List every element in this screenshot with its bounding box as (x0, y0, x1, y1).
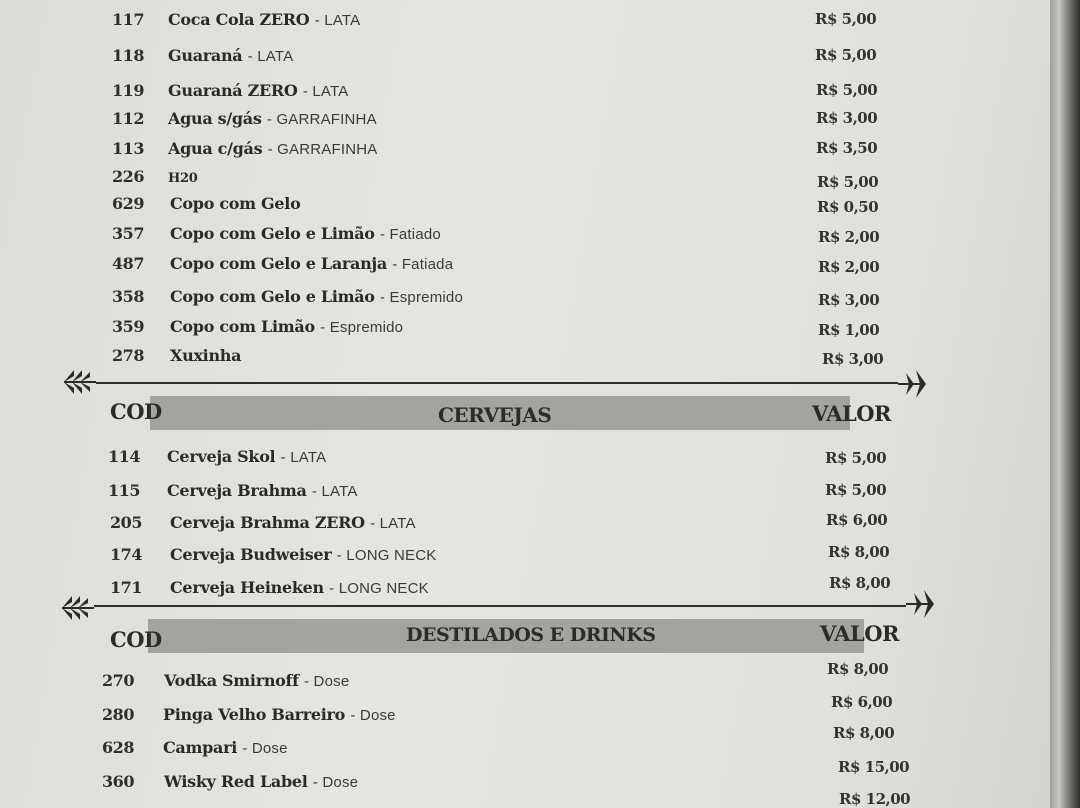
list-item (0, 81, 1050, 111)
item-price: R$ 5,00 (815, 10, 877, 28)
item-code: 117 (112, 10, 144, 29)
list-item (0, 194, 1050, 224)
item-price: R$ 6,00 (826, 511, 888, 529)
arrow-tail-ornament-icon (58, 590, 98, 626)
item-name: Guaraná - LATA (168, 46, 294, 65)
list-item (0, 778, 1050, 808)
item-price: R$ 3,00 (816, 109, 878, 127)
list-item (0, 254, 1050, 284)
item-price: R$ 5,00 (817, 173, 879, 191)
item-price: R$ 2,00 (818, 228, 880, 246)
item-price: R$ 5,00 (825, 481, 887, 499)
item-desc: - Fatiada (392, 256, 454, 273)
arrow-head-ornament-icon (902, 586, 938, 622)
list-item (0, 287, 1050, 317)
item-code: 118 (112, 46, 144, 65)
section-title: CERVEJAS (438, 403, 552, 427)
item-code: 171 (110, 578, 142, 597)
item-code: 357 (112, 224, 144, 243)
item-price: R$ 12,00 (839, 790, 911, 808)
item-desc: - Dose (350, 707, 396, 724)
item-desc: - GARRAFINHA (266, 111, 377, 128)
item-name: Agua c/gás - GARRAFINHA (168, 139, 378, 158)
item-code: 112 (112, 109, 144, 128)
item-name: Guaraná ZERO - LATA (168, 81, 349, 100)
item-price: R$ 5,00 (816, 81, 878, 99)
item-desc: - LATA (314, 12, 361, 29)
list-item (0, 545, 1050, 575)
item-name: Wisky Red Label - Dose (164, 772, 359, 791)
item-price: R$ 5,00 (815, 46, 877, 64)
item-name: Agua s/gás - GARRAFINHA (168, 109, 377, 128)
section-divider (96, 382, 898, 384)
item-price: R$ 2,00 (818, 258, 880, 276)
item-name: Cerveja Brahma ZERO - LATA (170, 513, 416, 532)
item-code: 114 (108, 447, 140, 466)
item-code: 280 (102, 705, 134, 724)
item-desc: - LATA (370, 515, 416, 532)
item-code: 270 (102, 671, 134, 690)
item-price: R$ 3,00 (822, 350, 884, 368)
item-name: Campari - Dose (163, 738, 288, 757)
item-code: 278 (112, 346, 144, 365)
item-name: Vodka Smirnoff - Dose (164, 671, 350, 690)
column-header-code: COD (110, 627, 162, 652)
item-desc: - LONG NECK (336, 547, 437, 564)
item-name: Cerveja Brahma - LATA (167, 481, 358, 500)
list-item (0, 46, 1050, 76)
list-item (0, 109, 1050, 139)
item-price: R$ 8,00 (828, 543, 890, 561)
list-item (0, 224, 1050, 254)
item-name: Coca Cola ZERO - LATA (168, 10, 361, 29)
item-desc: - Espremido (320, 319, 404, 336)
item-code: 359 (112, 317, 144, 336)
item-code: 360 (102, 772, 134, 791)
item-name: Cerveja Skol - LATA (167, 447, 327, 466)
section-title: DESTILADOS E DRINKS (406, 624, 656, 646)
list-item (0, 317, 1050, 347)
item-code: 628 (102, 738, 134, 757)
column-header-code: COD (110, 399, 162, 424)
item-desc: - LATA (311, 483, 358, 500)
item-price: R$ 15,00 (838, 758, 910, 776)
item-name: Pinga Velho Barreiro - Dose (163, 705, 396, 724)
item-name: H20 (168, 171, 198, 186)
item-price: R$ 3,50 (816, 139, 878, 157)
list-item (0, 660, 1050, 701)
arrow-tail-ornament-icon (60, 364, 100, 400)
item-desc: - Fatiado (379, 226, 441, 243)
item-code: 115 (108, 481, 140, 500)
item-name: Cerveja Budweiser - LONG NECK (170, 545, 437, 564)
item-code: 226 (112, 167, 144, 186)
item-desc: - LATA (280, 449, 327, 466)
list-item (0, 447, 1050, 477)
item-name: Xuxinha (170, 346, 242, 365)
item-code: 113 (112, 139, 144, 158)
list-item (0, 481, 1050, 511)
item-code: 119 (112, 81, 144, 100)
item-price: R$ 8,00 (827, 660, 889, 678)
item-code: 487 (112, 254, 144, 273)
item-desc: - LATA (302, 83, 349, 100)
item-name: Copo com Gelo (170, 194, 301, 213)
item-desc: - Dose (242, 740, 288, 757)
item-code: 205 (110, 513, 142, 532)
list-item (0, 10, 1050, 40)
item-name: Copo com Gelo e Limão - Fatiado (170, 224, 441, 243)
item-price: R$ 8,00 (829, 574, 891, 592)
item-code: 174 (110, 545, 142, 564)
item-price: R$ 8,00 (833, 724, 895, 742)
item-price: R$ 0,50 (817, 198, 879, 216)
item-name: Cerveja Heineken - LONG NECK (170, 578, 429, 597)
item-price: R$ 3,00 (818, 291, 880, 309)
list-item (0, 139, 1050, 169)
list-item (0, 574, 1050, 608)
item-desc: - Dose (312, 774, 359, 791)
item-desc: - LATA (247, 48, 294, 65)
list-item (0, 513, 1050, 543)
arrow-head-ornament-icon (894, 366, 930, 402)
item-desc: - Espremido (379, 289, 464, 306)
list-item (0, 346, 1050, 376)
item-price: R$ 6,00 (831, 693, 893, 711)
item-code: 358 (112, 287, 144, 306)
item-price: R$ 5,00 (825, 449, 887, 467)
item-desc: - GARRAFINHA (267, 141, 378, 158)
item-name: Copo com Limão - Espremido (170, 317, 404, 336)
column-header-value: VALOR (812, 401, 891, 426)
item-name: Copo com Gelo e Limão - Espremido (170, 287, 464, 306)
column-header-value: VALOR (820, 621, 899, 646)
item-code: 629 (112, 194, 144, 213)
item-price: R$ 1,00 (818, 321, 880, 339)
menu-holder-edge (1050, 0, 1080, 808)
item-name: Copo com Gelo e Laranja - Fatiada (170, 254, 454, 273)
item-desc: - Dose (303, 673, 350, 690)
section-divider (94, 605, 906, 607)
item-desc: - LONG NECK (329, 580, 429, 597)
list-item (0, 167, 1050, 197)
